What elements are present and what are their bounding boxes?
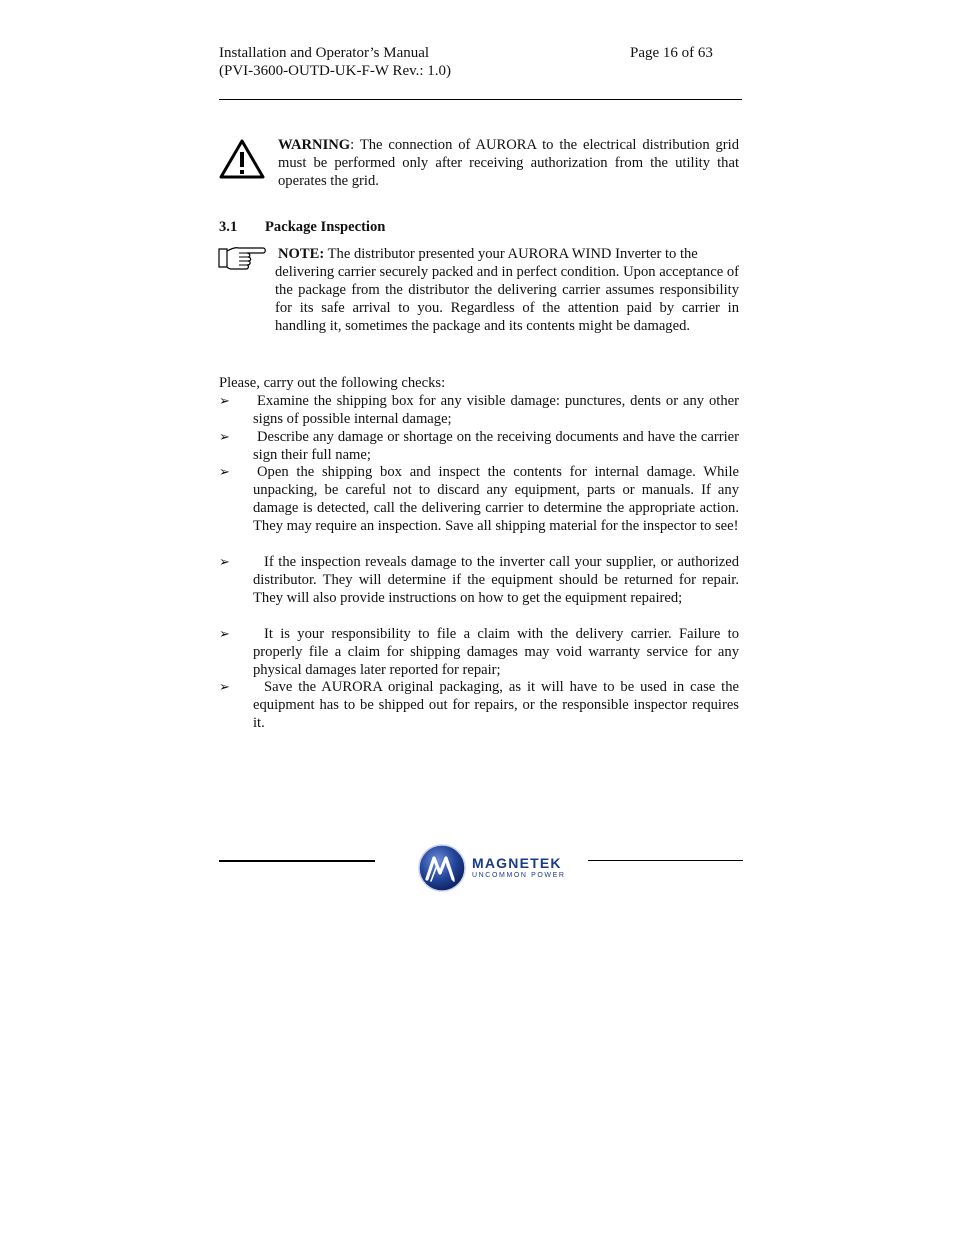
warning-label: WARNING: [278, 137, 351, 153]
manual-title: Installation and Operator’s Manual: [219, 45, 430, 61]
check-item: Open the shipping box and inspect the contents for internal damage. While unpacking, be careful not to discard any equipment, parts or manuals. If any damage is detected, call the delivering carrier to determine the appropriate action. They may require an inspection. Save all shipping material for the inspector to see!: [253, 464, 739, 534]
document-id: (PVI-3600-OUTD-UK-F-W Rev.: 1.0): [219, 63, 452, 79]
header-rule: [219, 99, 742, 100]
brand-name: MAGNETEK: [472, 855, 562, 871]
brand-tagline: UNCOMMON POWER: [472, 872, 566, 879]
note-body: delivering carrier securely packed and in perfect condition. Upon acceptance of the package from the distributor the delivering carrier assumes responsibility for its safe arrival to you. Regardless of the attention paid by carrier in handling it, sometimes the package and its contents might be damaged.: [275, 264, 739, 334]
check-item: Save the AURORA original packaging, as it will have to be used in case the equipment has to be shipped out for repairs, or the responsible inspector requires it.: [253, 679, 739, 731]
bullet-icon: ➢: [219, 679, 230, 694]
bullet-icon: ➢: [219, 464, 230, 479]
check-item: Describe any damage or shortage on the receiving documents and have the carrier sign their full name;: [253, 429, 739, 463]
check-item: Examine the shipping box for any visible damage: punctures, dents or any other signs of possible internal damage;: [253, 393, 739, 427]
section-title: Package Inspection: [265, 219, 386, 235]
bullet-icon: ➢: [219, 393, 230, 408]
footer-rule-left: [219, 860, 375, 862]
page-number: Page 16 of 63: [630, 45, 713, 61]
magnetek-logo-icon: [417, 843, 467, 893]
warning-text: : The connection of AURORA to the electrical distribution grid must be performed only after receiving authorization from the utility that operates the grid.: [278, 137, 739, 189]
warning-icon: [218, 138, 266, 180]
warning-block: [278, 136, 739, 190]
check-item: It is your responsibility to file a claim with the delivery carrier. Failure to properly file a claim for shipping damages may void warranty service for any physical damages later reported for repair;: [253, 626, 739, 678]
section-number: 3.1: [219, 219, 238, 235]
note-label: NOTE:: [278, 246, 325, 262]
check-item: If the inspection reveals damage to the inverter call your supplier, or authorized distributor. They will determine if the equipment should be returned for repair. They will also provide instructions on how to get the equipment repaired;: [253, 554, 739, 606]
bullet-icon: ➢: [219, 626, 230, 641]
bullet-icon: ➢: [219, 429, 230, 444]
bullet-icon: ➢: [219, 554, 230, 569]
pointing-hand-icon: [217, 244, 267, 272]
footer-rule-right: [588, 860, 743, 861]
note-first-line: NOTE: The distributor presented your AURORA WIND Inverter to the: [278, 246, 698, 262]
checks-intro: Please, carry out the following checks:: [219, 375, 446, 391]
